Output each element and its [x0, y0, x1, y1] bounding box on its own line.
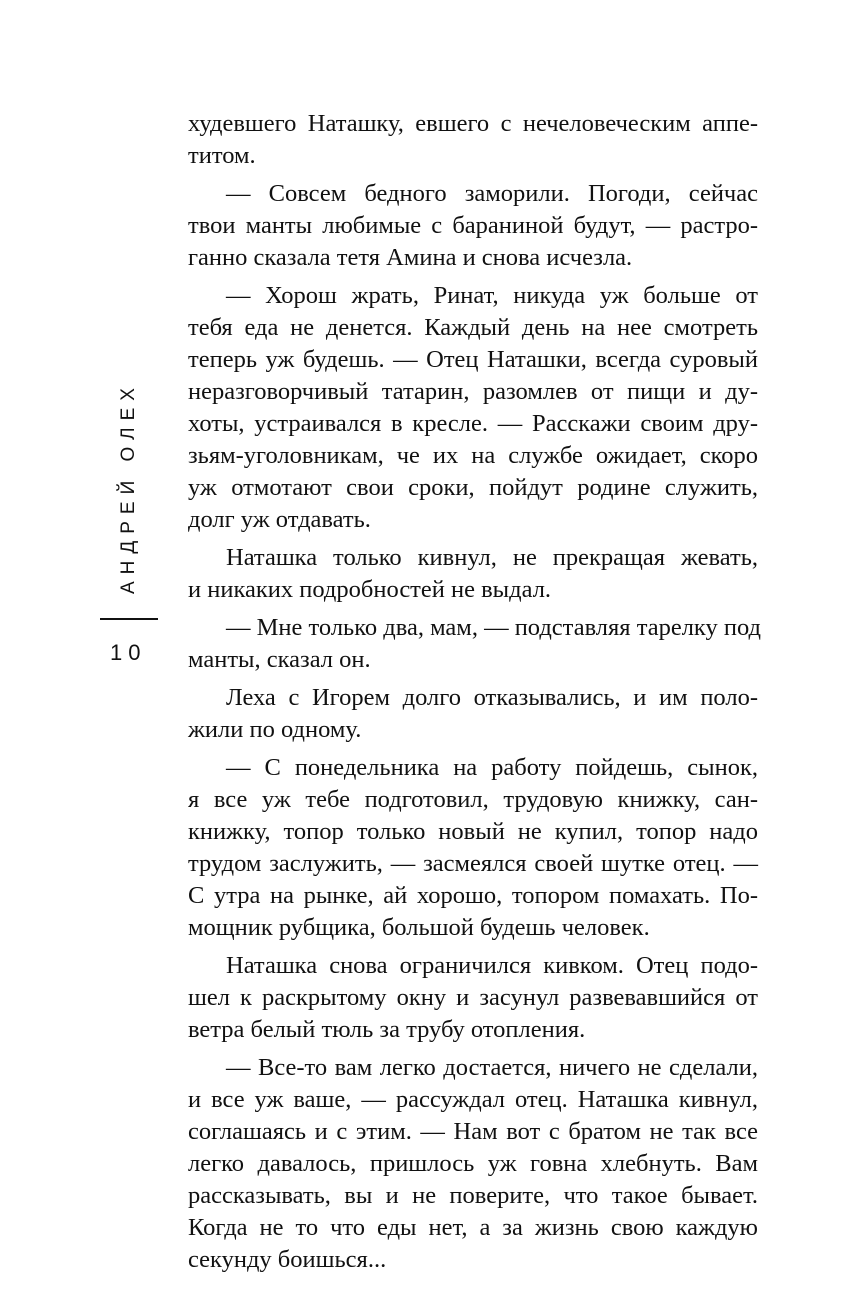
- text-line: худевшего Наташку, евшего с нечеловеческим аппе-: [188, 110, 758, 137]
- text-line: книжку, топор только новый не купил, топор надо: [188, 818, 758, 845]
- text-line: и никаких подробностей не выдал.: [188, 576, 552, 603]
- text-line: неразговорчивый татарин, разомлев от пищи и ду-: [188, 378, 758, 405]
- text-line: ганно сказала тетя Амина и снова исчезла.: [188, 244, 633, 271]
- text-line: манты, сказал он.: [188, 646, 371, 673]
- text-line: титом.: [188, 142, 256, 169]
- text-line: легко давалось, пришлось уж говна хлебнуть. Вам: [188, 1150, 758, 1177]
- text-line: — С понедельника на работу пойдешь, сынок,: [226, 754, 758, 781]
- text-line: — Совсем бедного заморили. Погоди, сейчас: [226, 180, 758, 207]
- text-line: уж отмотают свои сроки, пойдут родине служить,: [188, 474, 758, 501]
- page-number: 10: [110, 640, 147, 665]
- text-line: Леха с Игорем долго отказывались, и им поло-: [226, 684, 758, 711]
- text-line: Наташка снова ограничился кивком. Отец подо-: [226, 952, 758, 979]
- text-line: и все уж ваше, — рассуждал отец. Наташка кивнул,: [188, 1086, 758, 1113]
- author-name: АНДРЕЙ ОЛЕХ: [118, 381, 139, 594]
- text-line: твои манты любимые с бараниной будут, — растро-: [188, 212, 758, 239]
- text-line: Когда не то что еды нет, а за жизнь свою каждую: [188, 1214, 758, 1241]
- running-head-rule: [100, 618, 158, 620]
- text-line: трудом заслужить, — засмеялся своей шутке отец. —: [188, 850, 758, 877]
- body-text: [188, 108, 761, 1276]
- text-line: мощник рубщика, большой будешь человек.: [188, 914, 650, 941]
- text-line: зьям-уголовникам, че их на службе ожидает, скоро: [188, 442, 758, 469]
- text-line: ветра белый тюль за трубу отопления.: [188, 1016, 586, 1043]
- text-line: шел к раскрытому окну и засунул развевавшийся от: [188, 984, 758, 1011]
- text-line: — Мне только два, мам, — подставляя тарелку под: [226, 614, 761, 641]
- text-line: Наташка только кивнул, не прекращая жевать,: [226, 544, 758, 571]
- text-line: хоты, устраивался в кресле. — Расскажи своим дру-: [188, 410, 758, 437]
- text-line: секунду боишься...: [188, 1246, 387, 1273]
- text-line: соглашаясь и с этим. — Нам вот с братом не так все: [188, 1118, 758, 1145]
- text-line: — Все-то вам легко достается, ничего не сделали,: [226, 1054, 758, 1081]
- text-line: жили по одному.: [188, 716, 362, 743]
- text-line: тебя еда не денется. Каждый день на нее смотреть: [188, 314, 758, 341]
- text-line: рассказывать, вы и не поверите, что такое бывает.: [188, 1182, 758, 1209]
- text-line: долг уж отдавать.: [188, 506, 371, 533]
- text-line: теперь уж будешь. — Отец Наташки, всегда суровый: [188, 346, 758, 373]
- text-line: С утра на рынке, ай хорошо, топором помахать. По-: [188, 882, 758, 909]
- text-line: я все уж тебе подготовил, трудовую книжку, сан-: [188, 786, 758, 813]
- text-line: — Хорош жрать, Ринат, никуда уж больше от: [226, 282, 758, 309]
